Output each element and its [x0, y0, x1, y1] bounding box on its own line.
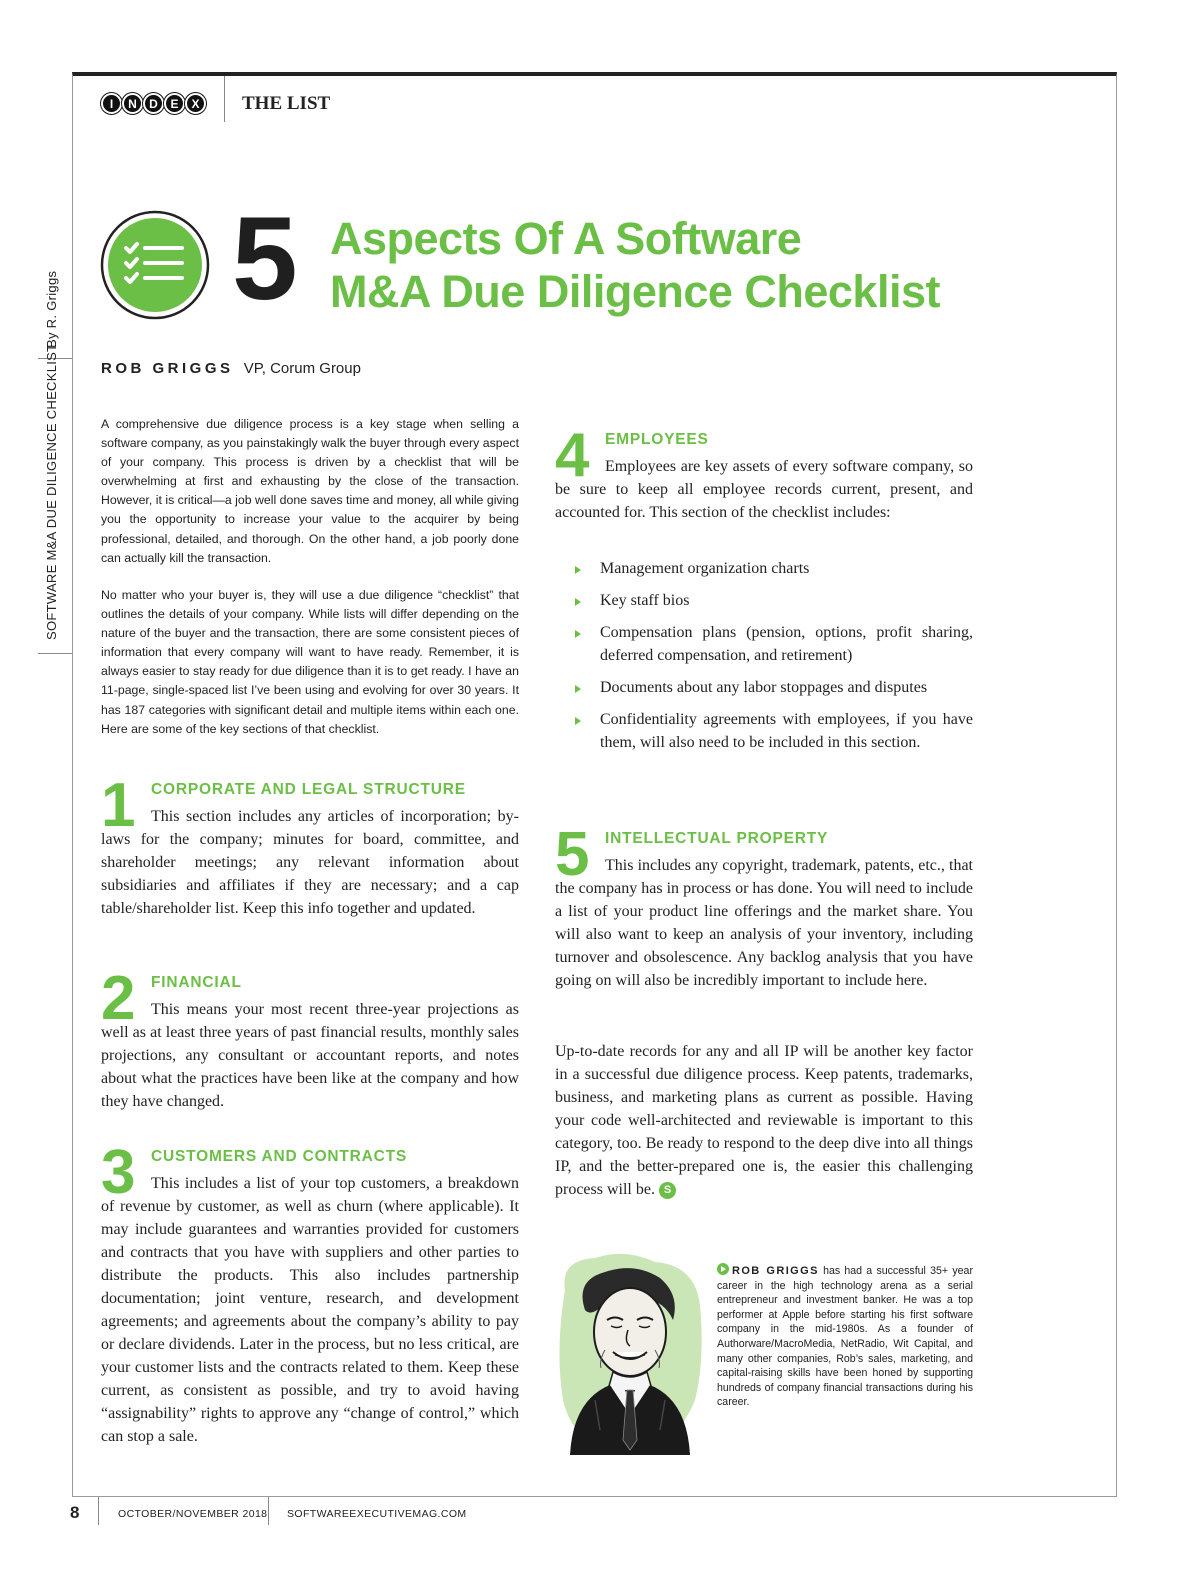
list-item: Key staff bios [575, 589, 973, 612]
section-body: This means your most recent three-year projections as well as at least three years of past financial results, monthly sales projections, any consultant or accountant reports, and notes about what the practices have been like at the company and how they have changed. [101, 1001, 519, 1110]
section-heading: EMPLOYEES [605, 431, 709, 448]
section-number: 2 [101, 964, 136, 1033]
hero-number: 5 [232, 193, 294, 325]
end-mark-icon: S [659, 1182, 676, 1199]
section-number: 4 [555, 421, 590, 490]
author-portrait [555, 1250, 705, 1455]
section-number: 3 [101, 1138, 136, 1207]
footer-divider [98, 1497, 99, 1525]
page-title [330, 212, 1030, 318]
footer-site: SOFTWAREEXECUTIVEMAG.COM [287, 1508, 467, 1520]
list-item: Confidentiality agreements with employees, if you have them, will also need to be included in this section. [575, 708, 973, 754]
section-employees [555, 421, 973, 524]
section-label: THE LIST [242, 93, 331, 114]
title-line: Aspects Of A Software [330, 213, 802, 264]
byline [101, 360, 361, 377]
closing-paragraph [555, 1040, 973, 1201]
section-ip [555, 820, 973, 992]
section-body: This includes a list of your top customers, a breakdown of revenue by customer, as well as churn (where applicable). It may include guarantees and warranties provided for customers and contracts that you have with suppliers and other parties to distribute the products. This also includes partnership documentation; joint venture, research, and development agreements; and agreements about the company’s ability to pay or declare dividends. Later in the process, but no less critical, are your customer lists and the contracts related to them. Keep these current, as consistent as possible, and try to avoid having “assignability” rights to approve any “change of control,” which can stop a sale. [101, 1175, 519, 1445]
bio-text: has had a successful 35+ year career in the high technology arena as a serial entrepreneur and investment banker. He was a top performer at Apple before starting his first software company in the mid-1980s. As a founder of Authorware/MacroMedia, NetRadio, Wit Capital, and many other companies, Rob’s sales, marketing, and capital-raising skills have been honed by supporting hundreds of company financial transactions during his career. [717, 1265, 973, 1409]
author-bio [717, 1263, 973, 1410]
section-body: Employees are key assets of every software company, so be sure to keep all employee records current, present, and accounted for. This section of the checklist includes: [555, 458, 973, 521]
index-letter: D [143, 93, 164, 114]
arrow-right-icon [717, 1263, 729, 1275]
list-item: Compensation plans (pension, options, profit sharing, deferred compensation, and retirement) [575, 621, 973, 667]
sidebar-author: By R. Griggs [44, 270, 59, 348]
section-number: 1 [101, 771, 136, 840]
index-badge [101, 93, 206, 114]
footer-divider [268, 1497, 269, 1525]
sidebar-divider [38, 653, 72, 654]
section-customers [101, 1138, 519, 1448]
page-number: 8 [70, 1503, 80, 1522]
section-body: This section includes any articles of incorporation; by-laws for the company; minutes for board, committee, and shareholder meetings; any relevant information about subsidiaries and affiliates if they are necessary; and a cap table/shareholder list. Keep this info together and updated. [101, 808, 519, 917]
intro-paragraph: A comprehensive due diligence process is a key stage when selling a software company, as you painstakingly walk the buyer through every aspect of your company. This process is driven by a checklist that will be overwhelming at first and exhausting by the close of the transaction. However, it is critical—a job well done saves time and money, all while giving you the opportunity to increase your value to the acquirer by being professional, detailed, and thorough. On the other hand, a job poorly done can actually kill the transaction. [101, 417, 519, 565]
closing-text: Up-to-date records for any and all IP will be another key factor in a successful due diligence process. Keep patents, trademarks, business, and marketing plans as current as possible. Having your code well-architected and reviewable is important to this category, too. Be ready to respond to the deep dive into all things IP, and the better-prepared one is, the easier this challenging process will be. [555, 1043, 973, 1198]
index-letter: X [185, 93, 206, 114]
byline-role: VP, Corum Group [243, 360, 361, 377]
section-heading: FINANCIAL [151, 974, 242, 991]
checklist-icon [100, 210, 210, 320]
byline-name: ROB GRIGGS [101, 360, 234, 377]
section-corporate [101, 771, 519, 920]
section-heading: CORPORATE AND LEGAL STRUCTURE [151, 781, 466, 798]
header-divider [224, 76, 225, 122]
section-financial [101, 964, 519, 1113]
section-heading: INTELLECTUAL PROPERTY [605, 830, 829, 847]
footer-issue: OCTOBER/NOVEMBER 2018 [118, 1508, 268, 1520]
section-heading: CUSTOMERS AND CONTRACTS [151, 1148, 408, 1165]
index-letter: N [122, 93, 143, 114]
index-letter: E [164, 93, 185, 114]
sidebar-topic: SOFTWARE M&A DUE DILIGENCE CHECKLIST [44, 343, 59, 640]
section-body: This includes any copyright, trademark, patents, etc., that the company has in process or has done. You will need to include a list of your product line offerings and the market share. You will also want to keep an analysis of your inventory, including turnover and obsolescence. Any backlog analysis that you have going on will also be incredibly important to include here. [555, 857, 973, 989]
title-line: M&A Due Diligence Checklist [330, 266, 940, 317]
intro-paragraph: No matter who your buyer is, they will use a due diligence “checklist” that outlines the details of your company. While lists will differ depending on the nature of the buyer and the transaction, there are some consistent pieces of information that every company will want to have ready. Remember, it is always easier to stay ready for due diligence than it is to get ready. I have an 11-page, single-spaced list I’ve been using and evolving for over 30 years. It has 187 categories with significant detail and multiple items within each one. Here are some of the key sections of that checklist. [101, 588, 519, 736]
employee-checklist [575, 557, 973, 763]
list-item: Management organization charts [575, 557, 973, 580]
list-item: Documents about any labor stoppages and disputes [575, 676, 973, 699]
bio-name: ROB GRIGGS [732, 1265, 819, 1277]
index-letter: I [101, 93, 122, 114]
section-number: 5 [555, 820, 590, 889]
